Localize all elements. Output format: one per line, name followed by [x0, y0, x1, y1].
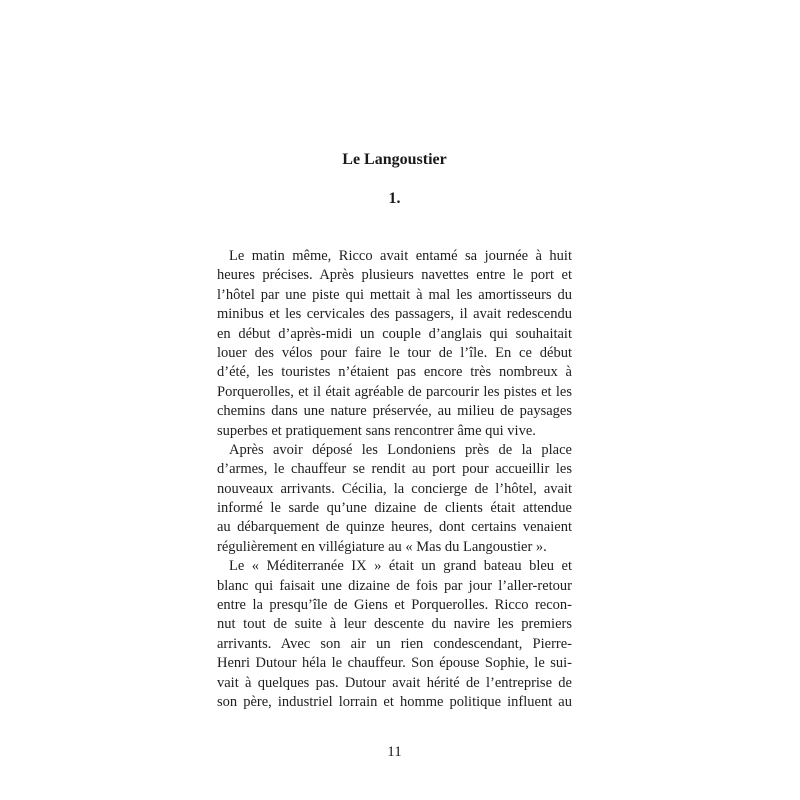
- text-line: nouveaux arrivants. Cécilia, la concierge de l’hôtel, avait: [217, 480, 572, 497]
- text-line: arrivants. Avec son air un rien condescendant, Pierre-: [217, 635, 572, 652]
- paragraph: [217, 247, 572, 441]
- text-line: d’armes, le chauffeur se rendit au port pour accueillir les: [217, 461, 572, 478]
- text-line: blanc qui faisait une dizaine de fois par jour l’aller-retour: [217, 577, 572, 594]
- text-line: entre la presqu’île de Giens et Porquerolles. Ricco recon-: [217, 597, 572, 614]
- text-line: Le matin même, Ricco avait entamé sa journée à huit: [229, 248, 572, 264]
- text-line: Henri Dutour héla le chauffeur. Son épouse Sophie, le sui-: [217, 655, 572, 672]
- paragraph: [217, 441, 572, 557]
- text-line: minibus et les cervicales des passagers, il avait redescendu: [217, 306, 572, 323]
- text-line: vait à quelques pas. Dutour avait hérité de l’entreprise de: [217, 674, 572, 691]
- text-line: Porquerolles, et il était agréable de parcourir les pistes et les: [217, 383, 572, 400]
- text-line: régulièrement en villégiature au « Mas du Langoustier ».: [217, 538, 547, 555]
- text-line: superbes et pratiquement sans rencontrer âme qui vive.: [217, 422, 536, 439]
- text-line: au débarquement de quinze heures, dont certains venaient: [217, 519, 572, 536]
- chapter-title: Le Langoustier: [342, 151, 447, 168]
- text-line: d’été, les touristes n’étaient pas encore très nombreux à: [217, 364, 572, 381]
- text-line: nut tout de suite à leur descente du navire les premiers: [217, 616, 572, 633]
- text-line: chemins dans une nature préservée, au milieu de paysages: [217, 403, 572, 420]
- text-line: l’hôtel par une piste qui mettait à mal les amortisseurs du: [217, 286, 572, 303]
- text-line: Le « Méditerranée IX » était un grand bateau bleu et: [229, 558, 572, 575]
- text-line: en début d’après-midi un couple d’anglais qui souhaitait: [217, 325, 572, 342]
- body-text: [217, 247, 572, 712]
- text-line: louer des vélos pour faire le tour de l’île. En ce début: [217, 344, 572, 361]
- text-line: son père, industriel lorrain et homme politique influent au: [217, 693, 572, 710]
- page-number: 11: [387, 744, 402, 760]
- text-line: informé le sarde qu’une dizaine de clients était attendue: [217, 500, 572, 517]
- text-line: heures précises. Après plusieurs navettes entre le port et: [217, 267, 572, 284]
- paragraph: [217, 557, 572, 712]
- chapter-number: 1.: [388, 190, 401, 207]
- text-line: Après avoir déposé les Londoniens près de la place: [229, 441, 572, 458]
